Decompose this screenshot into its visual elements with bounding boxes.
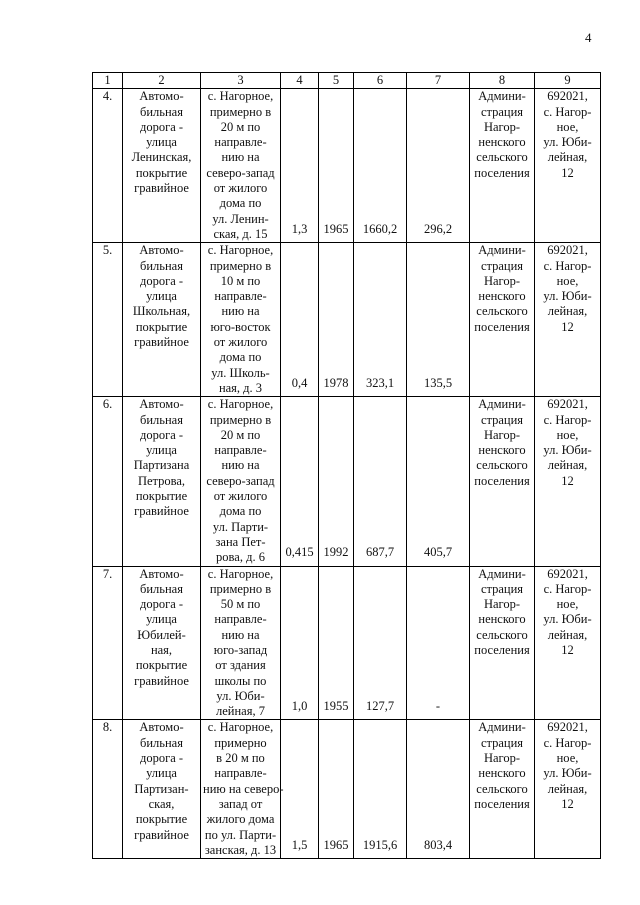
address-cell-line: с. Нагор- <box>543 412 592 427</box>
length-cell: 1,5 <box>281 720 319 859</box>
location-cell-line: ская, д. 15 <box>213 226 268 241</box>
value-col7-cell: 135,5 <box>407 243 470 397</box>
road-name-cell-line: гравийное <box>134 335 189 350</box>
address-cell <box>535 397 601 566</box>
location-cell-line: от жилого <box>213 489 268 504</box>
owner-cell-line: сельского <box>476 304 528 319</box>
row-number-cell: 8. <box>93 720 123 859</box>
location-cell-line: северо-запад <box>206 165 275 180</box>
owner-cell-line: поселения <box>474 473 530 488</box>
address-cell-line: лейная, <box>547 150 588 165</box>
location-cell-line: направле- <box>214 443 267 458</box>
location-cell-line: с. Нагорное, <box>207 720 274 735</box>
column-header-2: 2 <box>123 73 201 89</box>
location-cell-line: нию на северо- <box>203 781 284 796</box>
road-name-cell-line: гравийное <box>134 504 189 519</box>
road-name-cell-line: покрытие <box>135 812 188 827</box>
location-cell-line: жилого дома <box>206 812 275 827</box>
table-row <box>93 720 601 859</box>
length-cell: 0,415 <box>281 397 319 566</box>
owner-cell <box>470 89 535 243</box>
road-name-cell-line: Петрова, <box>137 473 186 488</box>
year-cell: 1965 <box>319 89 354 243</box>
column-header-5: 5 <box>319 73 354 89</box>
length-cell: 1,3 <box>281 89 319 243</box>
length-cell: 1,0 <box>281 566 319 720</box>
owner-cell-line: сельского <box>476 150 528 165</box>
owner-cell-line: ненского <box>478 612 526 627</box>
address-cell-line: ное, <box>556 427 579 442</box>
column-header-8: 8 <box>470 73 535 89</box>
location-cell-line: школы по <box>214 673 267 688</box>
location-cell-line: рова, д. 6 <box>216 550 265 565</box>
location-cell-line: ул. Юби- <box>216 688 265 703</box>
road-name-cell-line: улица <box>146 443 177 458</box>
location-cell-line: юго-запад <box>213 642 268 657</box>
owner-cell-line: ненского <box>478 443 526 458</box>
value-col7-cell: 405,7 <box>407 397 470 566</box>
location-cell-line: направле- <box>214 766 267 781</box>
location-cell-line: примерно в <box>209 581 272 596</box>
row-number-cell: 4. <box>93 89 123 243</box>
location-cell-line: в 20 м по <box>216 751 265 766</box>
owner-cell-line: Нагор- <box>483 427 521 442</box>
owner-cell-line: Нагор- <box>483 273 521 288</box>
year-cell: 1978 <box>319 243 354 397</box>
owner-cell-line: Админи- <box>478 89 526 104</box>
owner-cell <box>470 243 535 397</box>
row-number-cell: 5. <box>93 243 123 397</box>
owner-cell-line: страция <box>480 412 524 427</box>
location-cell-line: примерно в <box>209 258 272 273</box>
road-name-cell <box>123 566 201 720</box>
road-name-cell <box>123 720 201 859</box>
road-name-cell-line: бильная <box>140 581 183 596</box>
address-cell-line: с. Нагор- <box>543 735 592 750</box>
road-name-cell-line: Ленинская, <box>131 150 192 165</box>
road-name-cell-line: Автомо- <box>139 720 184 735</box>
roads-table <box>92 72 601 859</box>
location-cell-line: дома по <box>219 504 262 519</box>
location-cell <box>201 243 281 397</box>
address-cell-line: лейная, <box>547 781 588 796</box>
location-cell-line: с. Нагорное, <box>207 397 274 412</box>
road-name-cell-line: Автомо- <box>139 566 184 581</box>
owner-cell <box>470 397 535 566</box>
road-name-cell <box>123 397 201 566</box>
value-col6-cell: 323,1 <box>354 243 407 397</box>
owner-cell <box>470 720 535 859</box>
column-header-1: 1 <box>93 73 123 89</box>
road-name-cell-line: Юбилей- <box>137 627 186 642</box>
location-cell <box>201 397 281 566</box>
address-cell-line: 12 <box>561 165 574 180</box>
location-cell-line: от здания <box>215 658 266 673</box>
location-cell-line: от жилого <box>213 335 268 350</box>
address-cell-line: 692021, <box>547 397 588 412</box>
row-number-cell: 7. <box>93 566 123 720</box>
location-cell-line: нию на <box>221 458 260 473</box>
road-name-cell-line: бильная <box>140 258 183 273</box>
address-cell <box>535 566 601 720</box>
owner-cell-line: страция <box>480 258 524 273</box>
table-row <box>93 566 601 720</box>
road-name-cell-line: дорога - <box>139 751 184 766</box>
address-cell-line: 692021, <box>547 243 588 258</box>
address-cell <box>535 89 601 243</box>
location-cell-line: 20 м по <box>220 427 261 442</box>
table-row <box>93 243 601 397</box>
location-cell-line: зана Пет- <box>215 534 266 549</box>
road-name-cell-line: покрытие <box>135 165 188 180</box>
road-name-cell-line: улица <box>146 612 177 627</box>
page-number: 4 <box>585 30 592 45</box>
address-cell-line: 692021, <box>547 720 588 735</box>
value-col6-cell: 127,7 <box>354 566 407 720</box>
address-cell <box>535 243 601 397</box>
address-cell <box>535 720 601 859</box>
location-cell-line: по ул. Парти- <box>204 827 277 842</box>
value-col6-cell: 687,7 <box>354 397 407 566</box>
address-cell-line: ное, <box>556 119 579 134</box>
location-cell-line: с. Нагорное, <box>207 566 274 581</box>
road-name-cell-line: Школьная, <box>132 304 191 319</box>
location-cell-line: с. Нагорное, <box>207 89 274 104</box>
location-cell-line: примерно <box>214 735 267 750</box>
location-cell-line: нию на <box>221 304 260 319</box>
location-cell-line: направле- <box>214 135 267 150</box>
road-name-cell-line: гравийное <box>134 827 189 842</box>
address-cell-line: 692021, <box>547 89 588 104</box>
owner-cell-line: ненского <box>478 135 526 150</box>
location-cell-line: нию на <box>221 150 260 165</box>
owner-cell-line: Админи- <box>478 243 526 258</box>
road-name-cell <box>123 89 201 243</box>
location-cell-line: 20 м по <box>220 119 261 134</box>
road-name-cell-line: улица <box>146 766 177 781</box>
road-name-cell-line: дорога - <box>139 273 184 288</box>
location-cell-line: ная, д. 3 <box>218 380 263 395</box>
road-name-cell <box>123 243 201 397</box>
table-row <box>93 397 601 566</box>
road-name-cell-line: дорога - <box>139 427 184 442</box>
address-cell-line: ное, <box>556 597 579 612</box>
location-cell-line: нию на <box>221 627 260 642</box>
address-cell-line: ное, <box>556 751 579 766</box>
road-name-cell-line: гравийное <box>134 181 189 196</box>
address-cell-line: 692021, <box>547 566 588 581</box>
length-cell: 0,4 <box>281 243 319 397</box>
address-cell-line: с. Нагор- <box>543 258 592 273</box>
address-cell-line: с. Нагор- <box>543 581 592 596</box>
address-cell-line: с. Нагор- <box>543 104 592 119</box>
address-cell-line: 12 <box>561 473 574 488</box>
location-cell-line: 50 м по <box>220 597 261 612</box>
location-cell-line: 10 м по <box>220 273 261 288</box>
owner-cell-line: Админи- <box>478 397 526 412</box>
owner-cell-line: Админи- <box>478 720 526 735</box>
road-name-cell-line: Автомо- <box>139 89 184 104</box>
value-col6-cell: 1660,2 <box>354 89 407 243</box>
owner-cell-line: Нагор- <box>483 119 521 134</box>
value-col7-cell: 296,2 <box>407 89 470 243</box>
owner-cell-line: Нагор- <box>483 751 521 766</box>
header-row <box>93 73 601 89</box>
road-name-cell-line: Партизан- <box>134 781 189 796</box>
location-cell <box>201 89 281 243</box>
address-cell-line: ул. Юби- <box>543 289 592 304</box>
road-name-cell-line: дорога - <box>139 119 184 134</box>
location-cell-line: северо-запад <box>206 473 275 488</box>
road-name-cell-line: бильная <box>140 735 183 750</box>
location-cell-line: ул. Парти- <box>212 519 269 534</box>
address-cell-line: лейная, <box>547 304 588 319</box>
road-name-cell-line: улица <box>146 289 177 304</box>
value-col7-cell: - <box>407 566 470 720</box>
location-cell-line: направле- <box>214 289 267 304</box>
road-name-cell-line: Автомо- <box>139 397 184 412</box>
location-cell-line: лейная, 7 <box>216 704 265 719</box>
road-name-cell-line: дорога - <box>139 597 184 612</box>
address-cell-line: ул. Юби- <box>543 443 592 458</box>
owner-cell-line: страция <box>480 735 524 750</box>
road-name-cell-line: покрытие <box>135 658 188 673</box>
value-col6-cell: 1915,6 <box>354 720 407 859</box>
column-header-3: 3 <box>201 73 281 89</box>
column-header-4: 4 <box>281 73 319 89</box>
address-cell-line: ное, <box>556 273 579 288</box>
owner-cell-line: ненского <box>478 766 526 781</box>
column-header-6: 6 <box>354 73 407 89</box>
owner-cell-line: сельского <box>476 627 528 642</box>
location-cell-line: запад от <box>218 796 263 811</box>
owner-cell-line: сельского <box>476 458 528 473</box>
location-cell-line: примерно в <box>209 412 272 427</box>
owner-cell-line: ненского <box>478 289 526 304</box>
column-header-9: 9 <box>535 73 601 89</box>
road-name-cell-line: бильная <box>140 412 183 427</box>
address-cell-line: лейная, <box>547 458 588 473</box>
location-cell-line: ул. Ленин- <box>212 211 269 226</box>
road-name-cell-line: гравийное <box>134 673 189 688</box>
location-cell-line: с. Нагорное, <box>207 243 274 258</box>
column-header-7: 7 <box>407 73 470 89</box>
location-cell-line: от жилого <box>213 181 268 196</box>
owner-cell-line: Админи- <box>478 566 526 581</box>
address-cell-line: ул. Юби- <box>543 612 592 627</box>
table-row <box>93 89 601 243</box>
road-name-cell-line: ная, <box>150 642 173 657</box>
address-cell-line: 12 <box>561 796 574 811</box>
owner-cell-line: поселения <box>474 165 530 180</box>
road-name-cell-line: ская, <box>148 796 175 811</box>
address-cell-line: 12 <box>561 319 574 334</box>
road-name-cell-line: покрытие <box>135 319 188 334</box>
address-cell-line: ул. Юби- <box>543 135 592 150</box>
address-cell-line: лейная, <box>547 627 588 642</box>
year-cell: 1965 <box>319 720 354 859</box>
road-name-cell-line: Партизана <box>133 458 190 473</box>
location-cell <box>201 566 281 720</box>
owner-cell-line: поселения <box>474 319 530 334</box>
year-cell: 1992 <box>319 397 354 566</box>
location-cell-line: дома по <box>219 350 262 365</box>
road-name-cell-line: Автомо- <box>139 243 184 258</box>
owner-cell-line: сельского <box>476 781 528 796</box>
location-cell <box>201 720 284 859</box>
row-number-cell: 6. <box>93 397 123 566</box>
location-cell-line: юго-восток <box>210 319 271 334</box>
road-name-cell-line: покрытие <box>135 489 188 504</box>
location-cell-line: направле- <box>214 612 267 627</box>
owner-cell-line: страция <box>480 581 524 596</box>
location-cell-line: занская, д. 13 <box>204 842 277 857</box>
table-body <box>93 89 601 859</box>
owner-cell-line: поселения <box>474 642 530 657</box>
owner-cell <box>470 566 535 720</box>
road-name-cell-line: улица <box>146 135 177 150</box>
owner-cell-line: поселения <box>474 796 530 811</box>
value-col7-cell: 803,4 <box>407 720 470 859</box>
location-cell-line: примерно в <box>209 104 272 119</box>
location-cell-line: ул. Школь- <box>211 365 270 380</box>
year-cell: 1955 <box>319 566 354 720</box>
address-cell-line: 12 <box>561 642 574 657</box>
location-cell-line: дома по <box>219 196 262 211</box>
address-cell-line: ул. Юби- <box>543 766 592 781</box>
owner-cell-line: страция <box>480 104 524 119</box>
owner-cell-line: Нагор- <box>483 597 521 612</box>
road-name-cell-line: бильная <box>140 104 183 119</box>
